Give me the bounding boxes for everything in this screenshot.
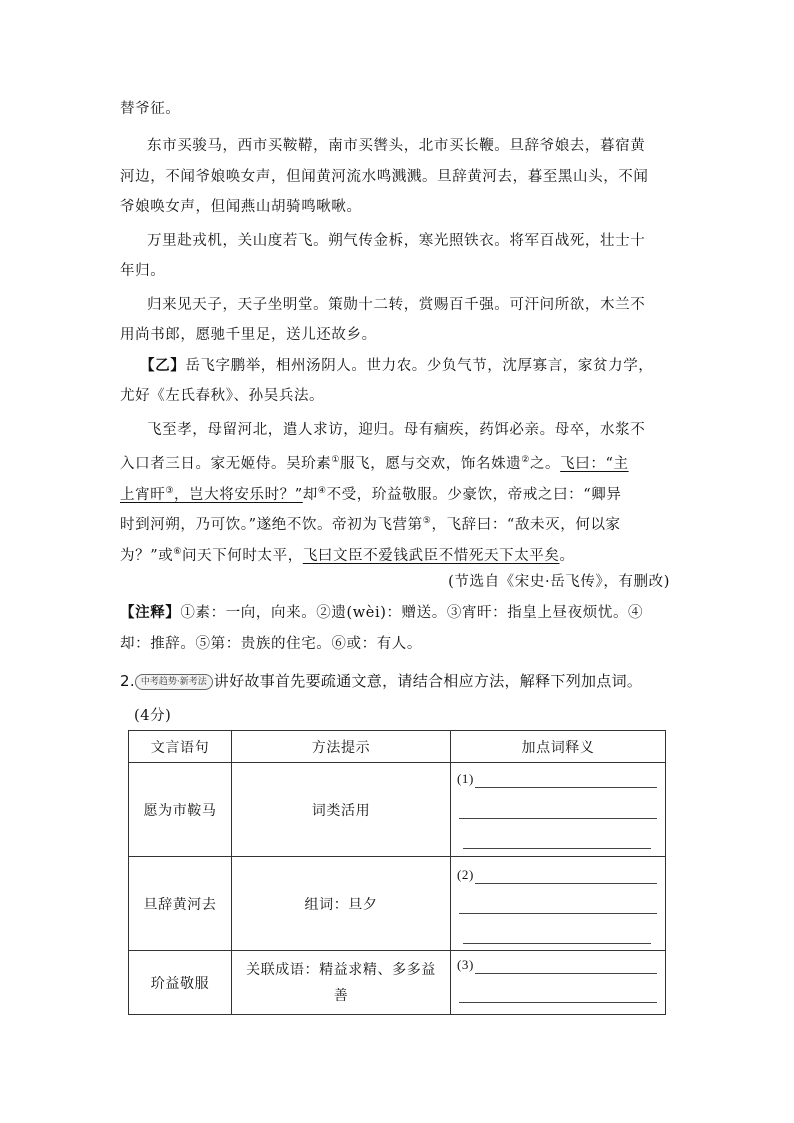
new-question-badge: 中考趋势·新考法 <box>135 674 213 690</box>
passage-line: 为？”或⑥问天下何时太平，飞曰文臣不爱钱武臣不惜死天下太平矣。 <box>120 547 575 564</box>
notes-line: 【注释】①素：一向，向来。②遗(wèi)：赠送。③宵旰：指皇上昼夜烦忧。④ <box>120 604 644 621</box>
answer-blank-line <box>463 848 651 849</box>
answer-cell[interactable]: (2) <box>451 857 666 951</box>
passage-line: 东市买骏马，西市买鞍鞯，南市买辔头，北市买长鞭。旦辞爷娘去，暮宿黄 <box>147 138 646 154</box>
table-row <box>129 857 666 951</box>
passage-yi-line: 【乙】岳飞字鹏举，相州汤阴人。世力农。少负气节，沈厚寡言，家贫力学， <box>140 357 654 374</box>
table-header: 加点词释义 <box>451 731 666 763</box>
sentence-cell: 愿为市鞍马 <box>129 763 232 857</box>
question-number: 2. <box>120 672 135 690</box>
answer-blank-line <box>459 913 657 914</box>
table-row <box>129 763 666 857</box>
underlined-phrase: 上宵旰③，岂大将安乐时？” <box>120 486 303 503</box>
method-cell: 词类活用 <box>232 763 451 857</box>
table-header-row <box>129 731 666 763</box>
passage-line: 万里赴戎机，关山度若飞。朔气传金柝，寒光照铁衣。将军百战死，壮士十 <box>147 233 646 249</box>
question-score: (4分) <box>134 708 172 724</box>
passage-line: 时到河朔，乃可饮。”遂绝不饮。帝初为飞营第⑤，飞辞曰：“敌未灭，何以家 <box>120 516 621 533</box>
answer-cell[interactable]: (1) <box>451 763 666 857</box>
notes-label: 【注释】 <box>120 604 181 621</box>
passage-line: 爷娘唤女声，但闻燕山胡骑鸣啾啾。 <box>120 199 362 215</box>
answer-blank-line <box>475 973 657 974</box>
source-citation: (节选自《宋史·岳飞传》，有删改) <box>448 574 670 590</box>
answer-blank-line <box>475 883 657 884</box>
method-cell: 组词：旦夕 <box>232 857 451 951</box>
underlined-phrase: 飞曰：“主 <box>560 456 629 472</box>
question-line <box>120 671 642 691</box>
passage-line: 飞至孝，母留河北，遣人求访，迎归。母有痼疾，药饵必亲。母卒，水浆不 <box>147 422 646 438</box>
answer-table <box>128 730 666 1015</box>
answer-cell[interactable]: (3) <box>451 951 666 1015</box>
question-text: 讲好故事首先要疏通文意，请结合相应方法，解释下列加点词。 <box>213 672 643 690</box>
passage-line: 年归。 <box>120 263 166 279</box>
method-cell: 关联成语：精益求精、多多益 善 <box>232 951 451 1015</box>
passage-line: 替爷征。 <box>120 101 181 117</box>
sentence-cell: 旦辞黄河去 <box>129 857 232 951</box>
table-row <box>129 951 666 1015</box>
passage-line: 尤好《左氏春秋》、孙吴兵法。 <box>120 388 325 404</box>
answer-blank-line <box>463 943 651 944</box>
answer-blank-line <box>475 787 657 788</box>
table-header: 文言语句 <box>129 731 232 763</box>
underlined-sentence: 飞曰文臣不爱钱武臣不惜死天下太平矣 <box>302 548 560 564</box>
table-header: 方法提示 <box>232 731 451 763</box>
section-marker-yi: 【乙】 <box>140 357 186 374</box>
passage-line: 河边，不闻爷娘唤女声，但闻黄河流水鸣溅溅。旦辞黄河去，暮至黑山头，不闻 <box>120 169 649 185</box>
passage-line: 归来见天子，天子坐明堂。策勋十二转，赏赐百千强。可汗问所欲，木兰不 <box>147 297 646 313</box>
sentence-cell: 玠益敬服 <box>129 951 232 1015</box>
answer-blank-line <box>459 1002 657 1003</box>
passage-line: 上宵旰③，岂大将安乐时？”却④不受，玠益敬服。少豪饮，帝戒之曰：“卿异 <box>120 486 622 503</box>
passage-line: 入口者三日。家无姬侍。吴玠素①服飞，愿与交欢，饰名姝遗②之。飞曰：“主 <box>120 455 629 472</box>
answer-blank-line <box>459 818 657 819</box>
passage-line: 用尚书郎，愿驰千里足，送儿还故乡。 <box>120 327 377 343</box>
notes-line: 却：推辞。⑤第：贵族的住宅。⑥或：有人。 <box>120 636 422 652</box>
